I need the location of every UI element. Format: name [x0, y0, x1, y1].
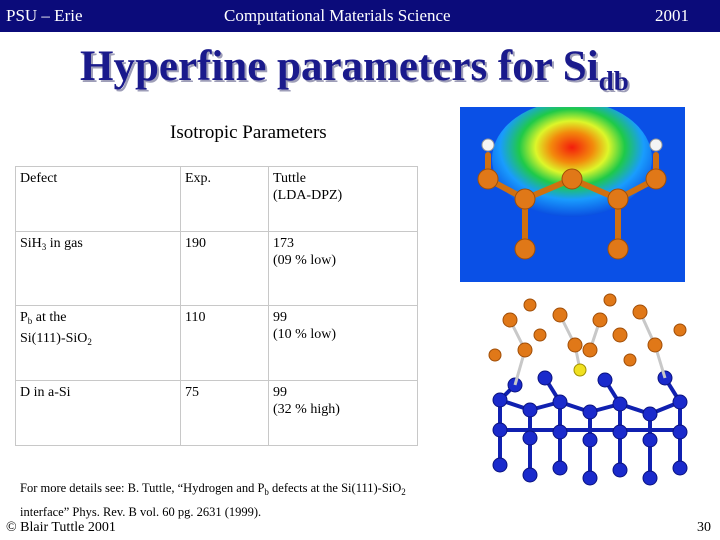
header-bar: [0, 0, 720, 32]
header-tuttle: [269, 167, 418, 232]
defect-line2: Si(111)-SiO: [20, 331, 88, 346]
note-sub-1: b: [264, 487, 269, 497]
reference-note: [20, 478, 470, 522]
tuttle-value: 99: [273, 385, 287, 400]
interface-cluster-figure: [470, 290, 718, 490]
defect-sub: 3: [41, 242, 47, 252]
header-exp: Exp.: [181, 167, 269, 232]
cell-tuttle: [269, 232, 418, 306]
parameters-table: [15, 166, 418, 446]
title-main: Hyperfine parameters for Si: [80, 43, 599, 90]
defect-line2-sub: 2: [87, 337, 92, 347]
defect-text: P: [20, 310, 28, 325]
header-center: Computational Materials Science: [224, 6, 451, 25]
cell-defect: [16, 306, 181, 381]
header-defect: Defect: [16, 167, 181, 232]
header-left: PSU – Erie: [6, 6, 83, 25]
defect-text-post: at the: [32, 310, 67, 325]
tuttle-note: (10 % low): [273, 327, 336, 342]
note-sub-2: 2: [401, 487, 406, 497]
cell-exp: 190: [181, 232, 269, 306]
tuttle-note: (32 % high): [273, 402, 340, 417]
table-header-row: [16, 167, 418, 232]
header-right: 2001: [655, 6, 689, 25]
copyright: © Blair Tuttle 2001: [6, 520, 116, 535]
defect-text: SiH: [20, 236, 42, 251]
tuttle-note: (09 % low): [273, 253, 336, 268]
note-text-2: defects at the Si(111)-SiO: [268, 481, 402, 495]
header-tuttle-line1: Tuttle: [273, 171, 306, 186]
tuttle-value: 99: [273, 310, 287, 325]
table-caption: Isotropic Parameters: [170, 122, 327, 143]
table-row: [16, 381, 418, 446]
header-tuttle-line2: (LDA-DPZ): [273, 188, 343, 203]
cell-defect: D in a-Si: [16, 381, 181, 446]
note-text-3: interface” Phys. Rev. B vol. 60 pg. 2631 (1999).: [20, 505, 262, 519]
cell-exp: 110: [181, 306, 269, 381]
note-text-1: For more details see: B. Tuttle, “Hydrogen and P: [20, 481, 265, 495]
tuttle-value: 173: [273, 236, 294, 251]
defect-sub: b: [27, 316, 33, 326]
cell-tuttle: [269, 306, 418, 381]
cell-exp: 75: [181, 381, 269, 446]
cell-defect: [16, 232, 181, 306]
page-number: 30: [697, 520, 711, 535]
slide-title: [80, 40, 680, 108]
cell-tuttle: [269, 381, 418, 446]
table-row: [16, 232, 418, 306]
title-subscript: db: [598, 66, 629, 96]
table-row: [16, 306, 418, 381]
defect-text-post: in gas: [46, 236, 83, 251]
spin-density-figure: [460, 107, 685, 282]
